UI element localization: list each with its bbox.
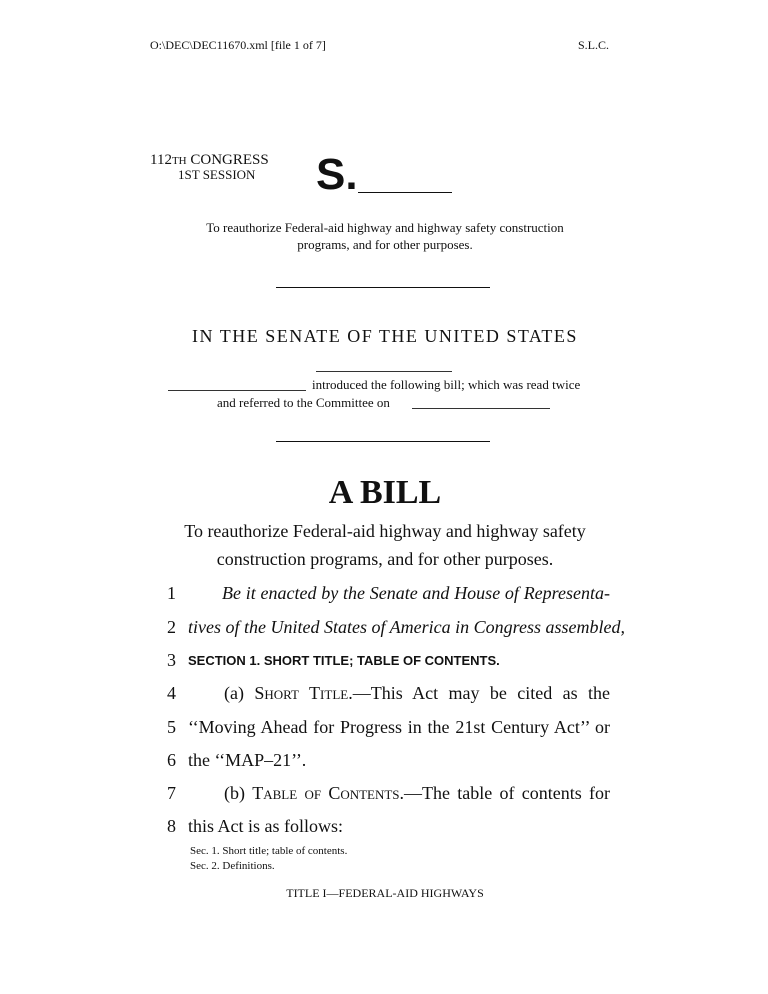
act-name-line: ‘‘Moving Ahead for Progress in the 21st Century Act’’ or [188,717,610,737]
congress-number: 112 [150,152,172,168]
divider-rule-2 [276,441,490,442]
line-number: 7 [167,783,176,803]
toc-intro-line [224,783,610,804]
sponsor-blank [168,390,306,391]
short-purpose [150,219,620,253]
enacting-clause-line2: tives of the United States of America in Congress assembled, [188,617,625,637]
toc-entry: Sec. 2. Definitions. [190,860,275,872]
line-number: 8 [167,816,176,836]
map21-line: the ‘‘MAP–21’’. [188,750,307,770]
short-title-line [224,683,610,704]
session-word: SESSION [202,167,256,182]
toc-follows-line: this Act is as follows: [188,816,344,836]
subsection-heading: Table of Contents [252,783,400,803]
line-number: 3 [167,650,176,670]
date-blank [316,371,452,372]
file-reference: O:\DEC\DEC11670.xml [file 1 of 7] [150,38,326,52]
toc-entry: Sec. 1. Short title; table of contents. [190,845,348,857]
enacting-clause-line1: Be it enacted by the Senate and House of Representa- [222,583,610,603]
committee-blank [412,408,550,409]
session-label [178,167,255,183]
long-purpose-line1: To reauthorize Federal-aid highway and highway safety [184,521,586,541]
line-number: 1 [167,583,176,603]
line-number: 5 [167,717,176,737]
session-suffix: ST [184,167,200,182]
short-title-text: .—This Act may be cited as the [348,683,610,703]
line-number: 6 [167,750,176,770]
slc-marker: S.L.C. [578,38,610,52]
subsection-label: (a) [224,683,255,703]
title-heading: TITLE I—FEDERAL-AID HIGHWAYS [286,886,484,900]
line-number: 2 [167,617,176,637]
line-number: 4 [167,683,176,703]
short-purpose-line2: programs, and for other purposes. [297,237,473,252]
subsection-label: (b) [224,783,253,803]
divider-rule-1 [276,287,490,288]
section-heading: SECTION 1. SHORT TITLE; TABLE OF CONTENTS. [188,653,500,668]
chamber-heading: IN THE SENATE OF THE UNITED STATES [192,326,578,346]
introduction-line1: introduced the following bill; which was read twice [312,377,581,392]
long-purpose [150,517,620,573]
congress-word: CONGRESS [190,152,269,168]
toc-intro-text: .—The table of contents for [399,783,610,803]
bill-heading: A BILL [328,474,442,511]
bill-number: S. [316,150,358,199]
long-purpose-line2: construction programs, and for other purposes. [216,549,554,569]
subsection-heading: Short Title [254,683,349,703]
bill-number-blank [358,192,452,193]
session-number: 1 [178,167,185,182]
introduction-line2: and referred to the Committee on [217,395,390,410]
congress-suffix: TH [171,155,187,167]
short-purpose-line1: To reauthorize Federal-aid highway and highway safety construction [206,220,564,235]
